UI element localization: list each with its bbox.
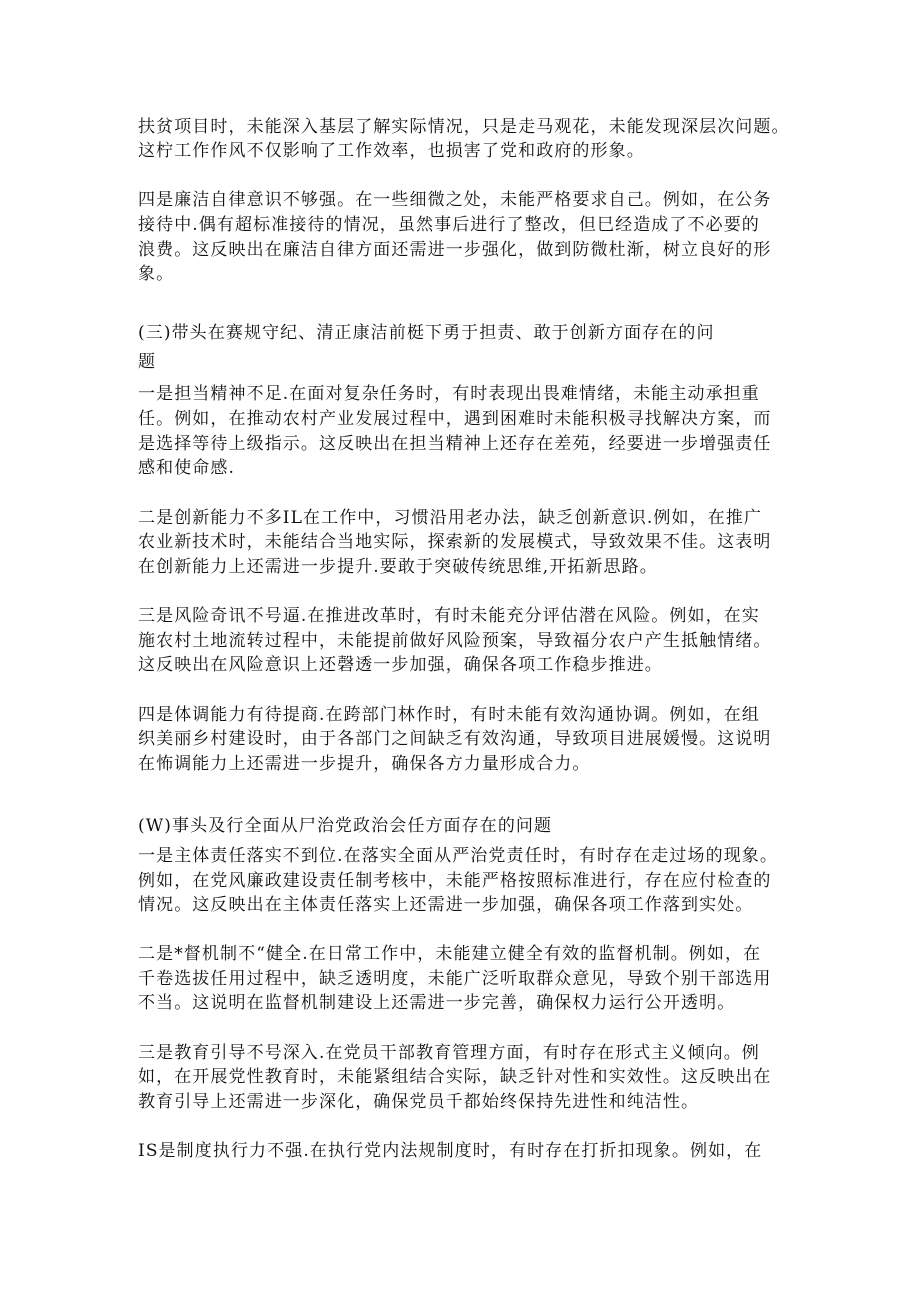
section-heading-line: 题 [138,352,157,372]
text-line: 感和使命感. [138,458,236,478]
text-line: 农业新技术时，未能结合当地实际，探索新的发展模式，导致效果不佳。这表明 [138,532,772,552]
section-heading-line: (W)事头及行全面从尸治党政治会任方面存在的问题 [138,816,553,836]
section-heading-line: (三)带头在赛规守纪、清正康洁前梃下勇于担责、敢于创新方面存在的问 [138,323,715,343]
text-line: 如，在开展党性教育时，未能紧组结合实际，缺乏针对性和实效性。这反映出在 [138,1067,772,1087]
text-line: 任。例如，在推动农村产业发展过程中，遇到困难时未能积极寻找解决方案，而 [138,409,772,429]
text-line: 不当。这说明在监督机制建设上还需进一步完善，确保权力运行公开透明。 [138,993,736,1013]
text-line: 这反映出在风险意识上还磬透一步加强，确保各项工作稳步推进。 [138,655,663,675]
text-line: 四是廉洁自律意识不够强。在一些细微之处，未能严格要求自己。例如，在公务 [138,190,772,210]
text-line: 接待中.偶有超标准接待的情况，虽然事后进行了整改，但巳经造成了不必要的 [138,215,760,235]
text-line: 施农村土地流转过程中，未能提前做好风险预案，导致福分农户产生抵触情绪。 [138,631,772,651]
text-line: 这柠工作作风不仅影响了工作效率，也损害了党和政府的形象。 [138,141,645,161]
text-line: 情况。这反映出在主体责任落实上还需进一步加强，确保各项工作落到实处。 [138,895,754,915]
text-line: 扶贫项目时，未能深入基层了解实际情况，只是走马观花，未能发现深层次问题。 [138,117,790,137]
text-line: 千卷选拔任用过程中，缺乏透明度，未能广泛听取群众意见，导致个别干部选用 [138,969,772,989]
text-line: 一是担当精神不足.在面对复杂任务时，有时表现出畏难情绪，未能主动承担重 [138,384,760,404]
text-line: 三是教育引导不号深入.在党员干部教育管理方面，有时存在形式主义倾向。例 [138,1043,760,1063]
text-line: IS是制度执行力不强.在执行党内法规制度时，有时存在打折扣现象。例如，在 [138,1141,763,1161]
text-line: 教育引导上还需进一步深化，确保党员千都始终保持先进性和纯洁性。 [138,1092,700,1112]
text-line: 四是体调能力有待提商.在跨部门林作时，有时未能有效沟通协调。例如，在组 [138,705,760,725]
text-line: 织美丽乡村建设时，由于各部门之间缺乏有效沟通，导致项目进展媛慢。这说明 [138,729,772,749]
text-line: 三是风险奇讯不号逼.在推进改革时，有时未能充分评估潜在风险。例如，在实 [138,606,760,626]
text-line: 例如，在党风廉政建设责任制考核中，未能严格按照标准进行，存在应付检查的 [138,871,772,891]
text-line: 二是创新能力不多IL在工作中，习惯沿用老办法，缺乏创新意识.例如，在推广 [138,508,763,528]
text-line: 象。 [138,264,175,284]
text-line: 在创新能力上还需进一步提升.要敢于突破传统思维,开拓新思路。 [138,557,658,577]
text-line: 是选择等待上级指示。这反映出在担当精神上还存在差苑，经要进一步增强责任 [138,434,772,454]
text-line: 在怖调能力上还需进一步提升，确保各方力量形成合力。 [138,754,591,774]
text-line: 一是主体责任落实不到位.在落实全面从严治党责任时，有时存在走过场的现象。 [138,846,779,866]
text-line: 二是*督机制不“健全.在日常工作中，未能建立健全有效的监督机制。例如，在 [138,944,762,964]
text-line: 浪费。这反映出在廉洁自律方面还需进一步强化，做到防微杜渐，树立良好的形 [138,240,772,260]
